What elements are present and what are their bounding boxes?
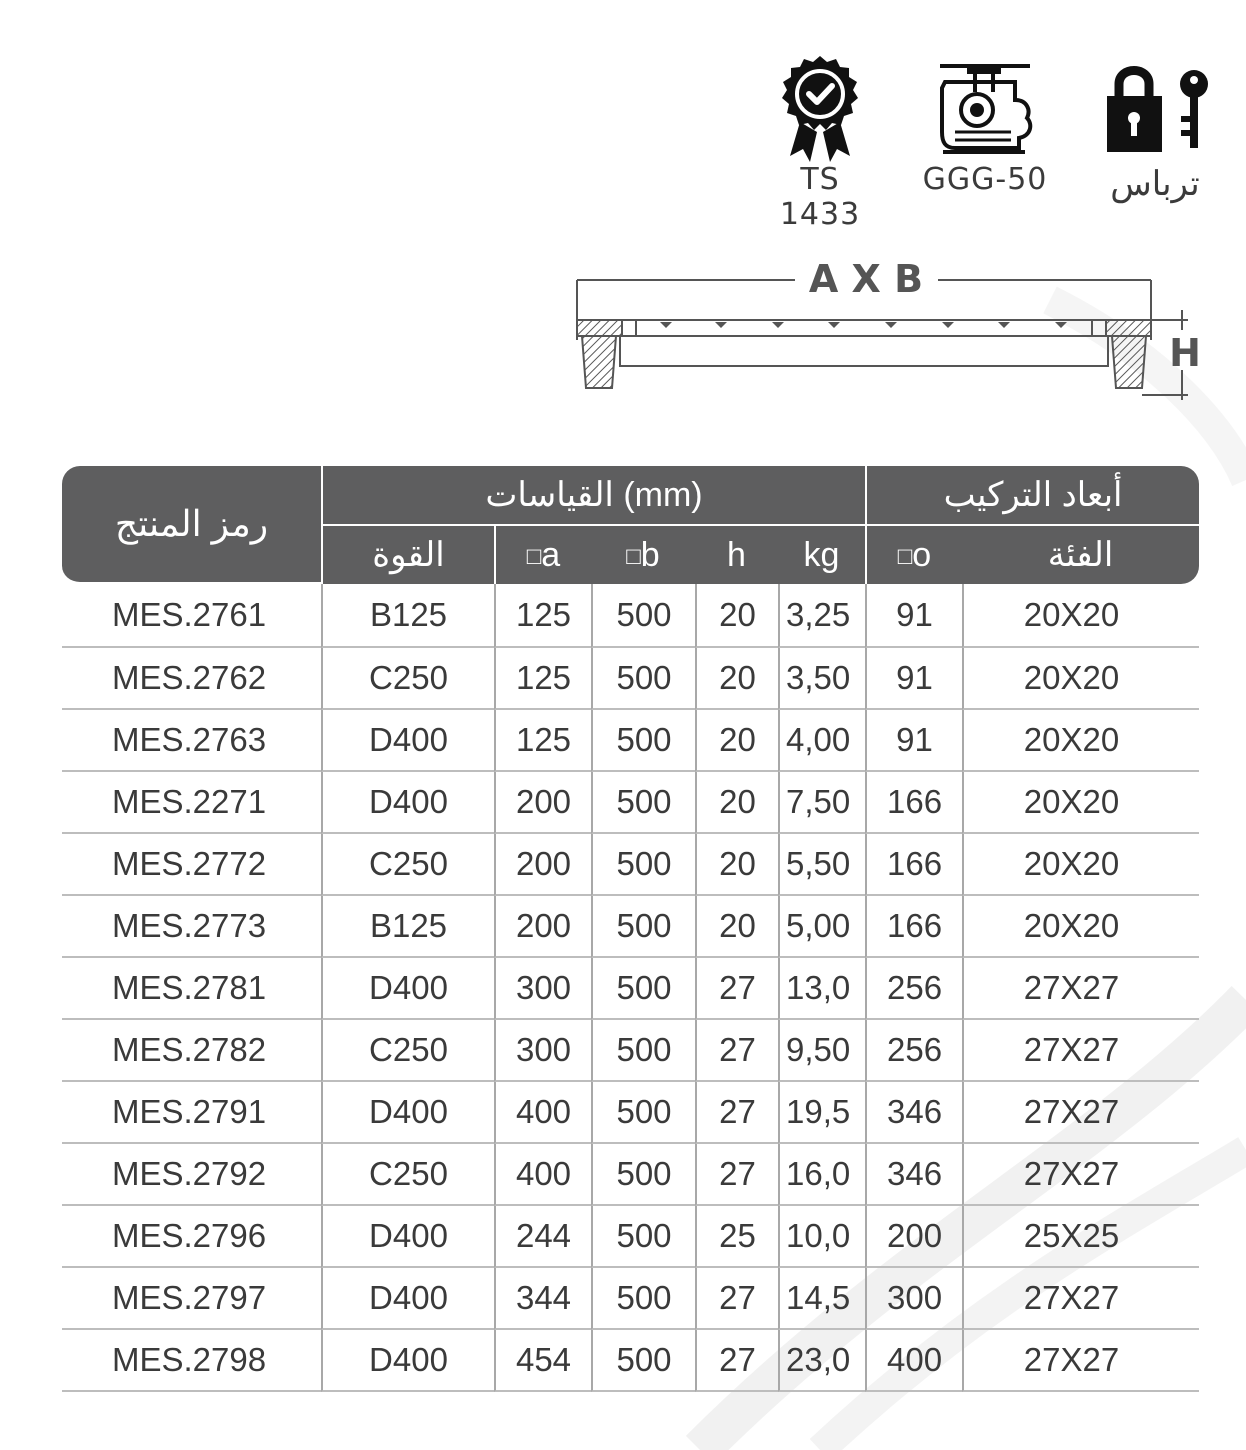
cell-code: MES.2781 bbox=[62, 958, 321, 1020]
cell-category: 27X27 bbox=[962, 958, 1199, 1020]
table-row bbox=[62, 896, 1199, 958]
square-symbol: □ bbox=[526, 542, 542, 570]
cell-category: 20X20 bbox=[962, 710, 1199, 772]
cross-section-diagram bbox=[560, 250, 1220, 410]
cell-strength: D400 bbox=[321, 772, 494, 834]
cell-kg: 5,50 bbox=[778, 834, 865, 896]
cell-category: 20X20 bbox=[962, 834, 1199, 896]
cell-strength: D400 bbox=[321, 1206, 494, 1268]
product-spec-table bbox=[62, 466, 1199, 1392]
cell-kg: 10,0 bbox=[778, 1206, 865, 1268]
cell-category: 20X20 bbox=[962, 584, 1199, 648]
header-a-label: a bbox=[541, 535, 561, 574]
cell-code: MES.2761 bbox=[62, 584, 321, 648]
cell-b: 500 bbox=[591, 1268, 695, 1330]
cell-strength: D400 bbox=[321, 1082, 494, 1144]
cell-strength: C250 bbox=[321, 648, 494, 710]
cell-code: MES.2762 bbox=[62, 648, 321, 710]
cell-h: 25 bbox=[695, 1206, 778, 1268]
cell-b: 500 bbox=[591, 710, 695, 772]
cell-o: 256 bbox=[865, 1020, 962, 1082]
table-row bbox=[62, 1082, 1199, 1144]
cell-strength: D400 bbox=[321, 1330, 494, 1392]
cell-strength: B125 bbox=[321, 584, 494, 648]
cell-h: 27 bbox=[695, 1020, 778, 1082]
cell-b: 500 bbox=[591, 834, 695, 896]
table-row bbox=[62, 772, 1199, 834]
cell-kg: 23,0 bbox=[778, 1330, 865, 1392]
cell-o: 91 bbox=[865, 710, 962, 772]
cell-a: 400 bbox=[494, 1144, 591, 1206]
cell-a: 300 bbox=[494, 1020, 591, 1082]
cell-h: 20 bbox=[695, 896, 778, 958]
cell-o: 256 bbox=[865, 958, 962, 1020]
table-row bbox=[62, 584, 1199, 648]
cell-h: 20 bbox=[695, 772, 778, 834]
lock-key-icon bbox=[1095, 60, 1215, 155]
badge-ts1433 bbox=[755, 52, 885, 232]
cell-o: 346 bbox=[865, 1082, 962, 1144]
cell-b: 500 bbox=[591, 1206, 695, 1268]
header-b-label: b bbox=[640, 535, 660, 574]
cell-code: MES.2772 bbox=[62, 834, 321, 896]
cell-b: 500 bbox=[591, 1082, 695, 1144]
cell-a: 244 bbox=[494, 1206, 591, 1268]
cell-code: MES.2782 bbox=[62, 1020, 321, 1082]
header-b bbox=[591, 526, 695, 584]
cell-o: 346 bbox=[865, 1144, 962, 1206]
header-product-code: رمز المنتج bbox=[62, 466, 321, 584]
cell-strength: D400 bbox=[321, 958, 494, 1020]
cell-category: 27X27 bbox=[962, 1144, 1199, 1206]
header-mounting: أبعاد التركيب bbox=[865, 466, 1199, 526]
cell-b: 500 bbox=[591, 958, 695, 1020]
header-strength: القوة bbox=[321, 526, 494, 584]
table-row bbox=[62, 648, 1199, 710]
header-a bbox=[494, 526, 591, 584]
cell-category: 27X27 bbox=[962, 1020, 1199, 1082]
header-h: h bbox=[695, 526, 778, 584]
cell-o: 91 bbox=[865, 648, 962, 710]
cell-h: 20 bbox=[695, 710, 778, 772]
badge-label-ggg50: GGG-50 bbox=[922, 162, 1048, 197]
cell-category: 27X27 bbox=[962, 1082, 1199, 1144]
cell-kg: 16,0 bbox=[778, 1144, 865, 1206]
cell-h: 20 bbox=[695, 648, 778, 710]
table-row bbox=[62, 710, 1199, 772]
cell-kg: 3,50 bbox=[778, 648, 865, 710]
cell-category: 20X20 bbox=[962, 772, 1199, 834]
cell-a: 125 bbox=[494, 648, 591, 710]
cell-category: 25X25 bbox=[962, 1206, 1199, 1268]
table-row bbox=[62, 958, 1199, 1020]
cell-code: MES.2773 bbox=[62, 896, 321, 958]
cell-h: 27 bbox=[695, 1082, 778, 1144]
cell-a: 400 bbox=[494, 1082, 591, 1144]
cell-strength: C250 bbox=[321, 1144, 494, 1206]
cell-kg: 9,50 bbox=[778, 1020, 865, 1082]
cell-a: 125 bbox=[494, 710, 591, 772]
cell-code: MES.2271 bbox=[62, 772, 321, 834]
cell-code: MES.2797 bbox=[62, 1268, 321, 1330]
cell-code: MES.2763 bbox=[62, 710, 321, 772]
cell-o: 400 bbox=[865, 1330, 962, 1392]
cell-a: 200 bbox=[494, 834, 591, 896]
cell-kg: 19,5 bbox=[778, 1082, 865, 1144]
cell-code: MES.2798 bbox=[62, 1330, 321, 1392]
cell-code: MES.2792 bbox=[62, 1144, 321, 1206]
cell-code: MES.2791 bbox=[62, 1082, 321, 1144]
cell-kg: 5,00 bbox=[778, 896, 865, 958]
cell-kg: 4,00 bbox=[778, 710, 865, 772]
header-kg: kg bbox=[778, 526, 865, 584]
square-symbol: □ bbox=[626, 542, 641, 570]
cell-code: MES.2796 bbox=[62, 1206, 321, 1268]
cell-strength: D400 bbox=[321, 1268, 494, 1330]
cell-b: 500 bbox=[591, 1020, 695, 1082]
cell-strength: D400 bbox=[321, 710, 494, 772]
cell-h: 20 bbox=[695, 834, 778, 896]
badge-label-lock: ترباس bbox=[1110, 164, 1200, 204]
cell-o: 200 bbox=[865, 1206, 962, 1268]
cast-iron-icon bbox=[915, 52, 1055, 157]
cell-kg: 14,5 bbox=[778, 1268, 865, 1330]
cell-o: 166 bbox=[865, 896, 962, 958]
cell-o: 166 bbox=[865, 772, 962, 834]
badge-ggg50 bbox=[915, 52, 1055, 202]
badge-lock bbox=[1095, 60, 1215, 210]
table-row bbox=[62, 1020, 1199, 1082]
cell-a: 344 bbox=[494, 1268, 591, 1330]
dimension-label-axb: A X B bbox=[808, 257, 924, 301]
cell-kg: 13,0 bbox=[778, 958, 865, 1020]
cell-b: 500 bbox=[591, 1144, 695, 1206]
table-row bbox=[62, 1268, 1199, 1330]
table-row bbox=[62, 1206, 1199, 1268]
cell-a: 125 bbox=[494, 584, 591, 648]
cell-kg: 3,25 bbox=[778, 584, 865, 648]
cell-strength: B125 bbox=[321, 896, 494, 958]
cell-strength: C250 bbox=[321, 1020, 494, 1082]
cell-h: 27 bbox=[695, 1330, 778, 1392]
cell-category: 27X27 bbox=[962, 1330, 1199, 1392]
badge-label-ts1433: TS 1433 bbox=[779, 162, 861, 232]
table-row bbox=[62, 1144, 1199, 1206]
cell-kg: 7,50 bbox=[778, 772, 865, 834]
header-o-label: o bbox=[912, 535, 932, 574]
cell-b: 500 bbox=[591, 584, 695, 648]
cell-b: 500 bbox=[591, 648, 695, 710]
cell-a: 300 bbox=[494, 958, 591, 1020]
cell-h: 27 bbox=[695, 1268, 778, 1330]
cell-o: 91 bbox=[865, 584, 962, 648]
header-category: الفئة bbox=[962, 526, 1199, 584]
table-row bbox=[62, 834, 1199, 896]
table-row bbox=[62, 1330, 1199, 1392]
header-o bbox=[865, 526, 962, 584]
cell-h: 27 bbox=[695, 958, 778, 1020]
cell-o: 166 bbox=[865, 834, 962, 896]
cell-a: 200 bbox=[494, 772, 591, 834]
cell-b: 500 bbox=[591, 772, 695, 834]
cell-category: 20X20 bbox=[962, 896, 1199, 958]
cell-o: 300 bbox=[865, 1268, 962, 1330]
quality-seal-icon bbox=[755, 52, 885, 164]
cell-category: 20X20 bbox=[962, 648, 1199, 710]
cell-a: 200 bbox=[494, 896, 591, 958]
cell-b: 500 bbox=[591, 1330, 695, 1392]
cell-strength: C250 bbox=[321, 834, 494, 896]
cell-h: 20 bbox=[695, 584, 778, 648]
dimension-label-h: H bbox=[1169, 331, 1201, 375]
square-symbol: □ bbox=[897, 542, 913, 570]
cell-category: 27X27 bbox=[962, 1268, 1199, 1330]
cell-a: 454 bbox=[494, 1330, 591, 1392]
cell-h: 27 bbox=[695, 1144, 778, 1206]
cell-b: 500 bbox=[591, 896, 695, 958]
header-dimensions: القياسات (mm) bbox=[321, 466, 865, 526]
